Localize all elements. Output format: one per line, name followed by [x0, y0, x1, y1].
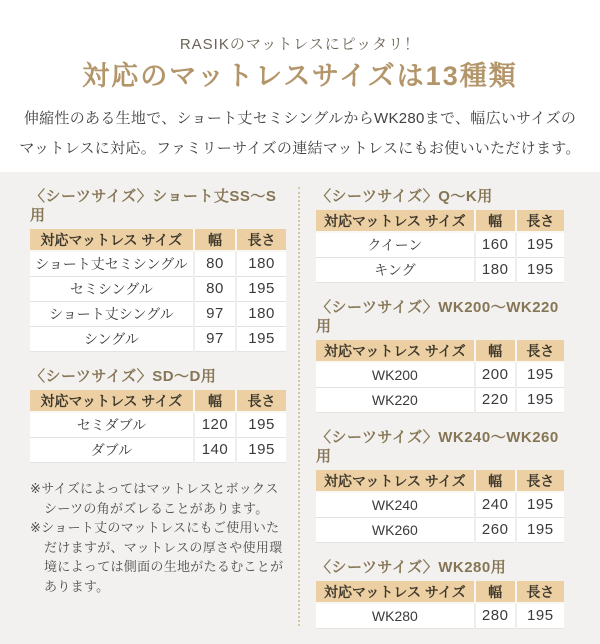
col-header-size: 対応マットレス サイズ: [30, 229, 194, 251]
page-title: 対応のマットレスサイズは13種類: [82, 61, 518, 91]
mattress-width: 80: [194, 251, 236, 277]
col-header-length: 長さ: [516, 581, 564, 603]
mattress-width: 97: [194, 302, 236, 327]
mattress-length: 180: [236, 251, 286, 277]
sheet-size-block-ss-s: [30, 187, 286, 352]
sheet-size-heading: 〈シーツサイズ〉WK240〜WK260用: [316, 429, 559, 465]
mattress-size-name: セミシングル: [30, 277, 194, 302]
table-header-row: [316, 470, 564, 492]
mattress-size-name: セミダブル: [30, 412, 194, 438]
mattress-size-name: ショート丈セミシングル: [30, 251, 194, 277]
col-header-length: 長さ: [236, 390, 286, 412]
mattress-length: 195: [516, 388, 564, 413]
mattress-length: 195: [516, 258, 564, 283]
mattress-width: 180: [475, 258, 516, 283]
sheet-size-heading: 〈シーツサイズ〉WK200〜WK220用: [316, 299, 559, 335]
column-divider: [298, 187, 300, 626]
size-table: [316, 210, 564, 283]
mattress-size-name: WK280: [316, 603, 475, 629]
col-header-size: 対応マットレス サイズ: [316, 581, 475, 603]
table-row: [30, 327, 286, 352]
table-row: [316, 258, 564, 283]
mattress-size-name: クイーン: [316, 232, 475, 258]
mattress-width: 240: [475, 492, 516, 518]
mattress-length: 195: [516, 362, 564, 388]
intro-section: [0, 0, 600, 172]
footnotes: [30, 479, 286, 596]
sheet-size-heading: 〈シーツサイズ〉WK280用: [316, 559, 507, 576]
col-header-width: 幅: [194, 390, 236, 412]
size-tables-section: [0, 172, 600, 644]
tagline: RASIKのマットレスにピッタリ！: [179, 36, 421, 53]
sheet-size-heading: 〈シーツサイズ〉Q〜K用: [316, 188, 493, 205]
description-line-2: マットレスに対応。ファミリーサイズの連結マットレスにもお使いいただけます。: [19, 140, 581, 157]
size-table: [30, 390, 286, 463]
table-row: [316, 232, 564, 258]
sheet-size-block-wk240-wk260: [316, 428, 564, 543]
footnote: ※ショート丈のマットレスにもご使用いただけますが、マットレスの厚さや使用環境によっては側面の生地がたるむことがあります。: [30, 520, 284, 594]
mattress-size-name: WK240: [316, 492, 475, 518]
mattress-length: 180: [236, 302, 286, 327]
table-header-row: [316, 340, 564, 362]
mattress-width: 80: [194, 277, 236, 302]
col-header-width: 幅: [475, 340, 516, 362]
mattress-size-name: WK200: [316, 362, 475, 388]
table-row: [30, 251, 286, 277]
mattress-size-name: ショート丈シングル: [30, 302, 194, 327]
table-row: [316, 388, 564, 413]
col-header-size: 対応マットレス サイズ: [316, 340, 475, 362]
mattress-length: 195: [236, 412, 286, 438]
col-header-size: 対応マットレス サイズ: [316, 210, 475, 232]
mattress-length: 195: [516, 232, 564, 258]
table-row: [30, 277, 286, 302]
left-column: [30, 187, 286, 596]
sheet-size-block-wk280: [316, 558, 564, 629]
table-header-row: [30, 390, 286, 412]
mattress-width: 280: [475, 603, 516, 629]
col-header-length: 長さ: [516, 340, 564, 362]
mattress-length: 195: [236, 327, 286, 352]
right-column: [316, 187, 564, 644]
footnote: ※サイズによってはマットレスとボックスシーツの角がズレることがあります。: [30, 481, 279, 516]
mattress-width: 97: [194, 327, 236, 352]
col-header-size: 対応マットレス サイズ: [316, 470, 475, 492]
mattress-length: 195: [236, 438, 286, 463]
size-table: [316, 581, 564, 629]
sheet-size-heading: 〈シーツサイズ〉ショート丈SS〜S用: [30, 188, 277, 224]
mattress-width: 220: [475, 388, 516, 413]
table-row: [30, 302, 286, 327]
mattress-width: 120: [194, 412, 236, 438]
mattress-width: 140: [194, 438, 236, 463]
col-header-width: 幅: [194, 229, 236, 251]
col-header-size: 対応マットレス サイズ: [30, 390, 194, 412]
mattress-size-name: シングル: [30, 327, 194, 352]
mattress-width: 200: [475, 362, 516, 388]
table-header-row: [316, 210, 564, 232]
mattress-length: 195: [516, 518, 564, 543]
col-header-length: 長さ: [516, 210, 564, 232]
col-header-length: 長さ: [236, 229, 286, 251]
table-header-row: [30, 229, 286, 251]
col-header-length: 長さ: [516, 470, 564, 492]
mattress-width: 260: [475, 518, 516, 543]
mattress-length: 195: [236, 277, 286, 302]
table-row: [30, 412, 286, 438]
size-table: [316, 340, 564, 413]
table-row: [30, 438, 286, 463]
col-header-width: 幅: [475, 470, 516, 492]
mattress-length: 195: [516, 603, 564, 629]
col-header-width: 幅: [475, 581, 516, 603]
table-row: [316, 362, 564, 388]
description: [0, 104, 600, 164]
size-table: [30, 229, 286, 352]
size-table: [316, 470, 564, 543]
mattress-size-name: ダブル: [30, 438, 194, 463]
description-line-1: 伸縮性のある生地で、ショート丈セミシングルからWK280まで、幅広いサイズの: [23, 110, 577, 127]
sheet-size-heading: 〈シーツサイズ〉SD〜D用: [30, 368, 217, 385]
mattress-width: 160: [475, 232, 516, 258]
mattress-size-name: キング: [316, 258, 475, 283]
mattress-size-name: WK220: [316, 388, 475, 413]
col-header-width: 幅: [475, 210, 516, 232]
mattress-size-name: WK260: [316, 518, 475, 543]
sheet-size-block-sd-d: [30, 367, 286, 463]
table-row: [316, 518, 564, 543]
table-row: [316, 492, 564, 518]
sheet-size-block-q-k: [316, 187, 564, 283]
sheet-size-block-wk200-wk220: [316, 298, 564, 413]
mattress-length: 195: [516, 492, 564, 518]
table-row: [316, 603, 564, 629]
